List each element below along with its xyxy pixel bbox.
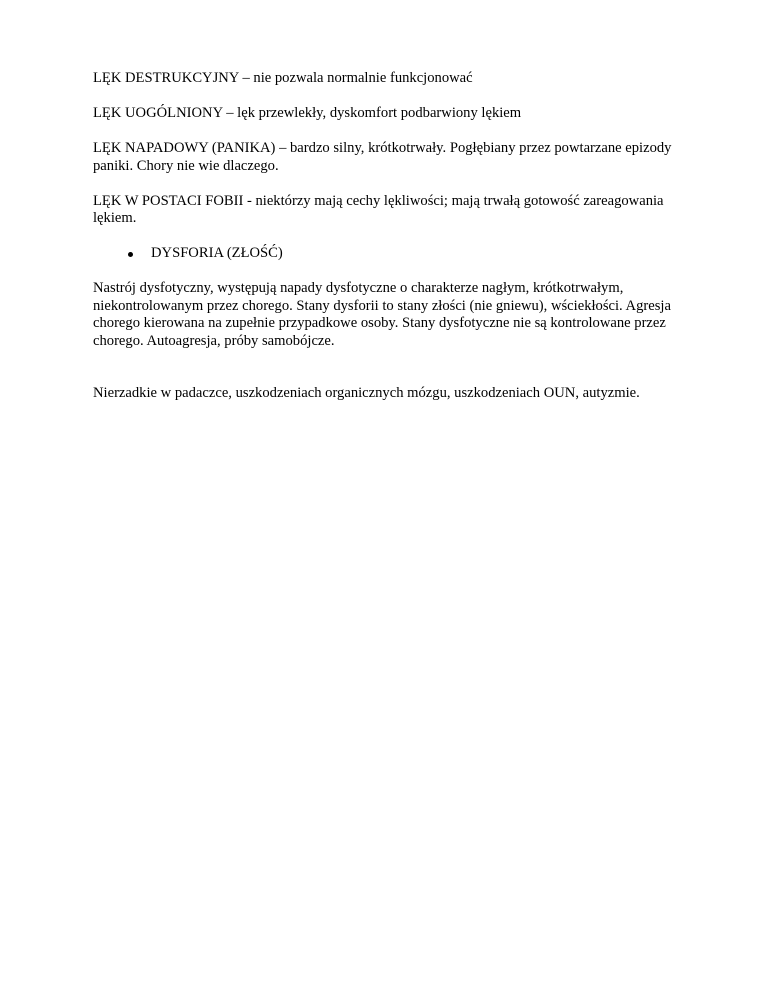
paragraph-panic-anxiety: LĘK NAPADOWY (PANIKA) – bardzo silny, krótkotrwały. Pogłębiany przez powtarzane epizody paniki. Chory nie wie dlaczego. <box>93 140 672 174</box>
empty-line <box>93 368 693 386</box>
paragraph-destructive-anxiety: LĘK DESTRUKCYJNY – nie pozwala normalnie funkcjonować <box>93 70 473 86</box>
bullet-list <box>93 245 693 263</box>
list-item <box>93 245 693 263</box>
bullet-icon <box>128 252 133 257</box>
paragraph-phobic-anxiety: LĘK W POSTACI FOBII - niektórzy mają cechy lękliwości; mają trwałą gotowość zareagowania lękiem. <box>93 192 664 226</box>
paragraph-generalized-anxiety: LĘK UOGÓLNIONY – lęk przewlekły, dyskomfort podbarwiony lękiem <box>93 105 522 121</box>
document-body <box>93 70 693 420</box>
paragraph-dysphoria-description: Nastrój dysfotyczny, występują napady dysfotyczne o charakterze nagłym, krótkotrwałym, niekontrolowanym przez chorego. Stany dysforii to stany złości (nie gniewu), wściekłości. Agresja chorego kierowana na zupełnie przypadkowe osoby. Stany dysfotyczne nie są kontrolowane przez chorego. Autoagresja, próby samobójcze. <box>93 280 671 349</box>
paragraph-occurrence: Nierzadkie w padaczce, uszkodzeniach organicznych mózgu, uszkodzeniach OUN, autyzmie. <box>93 385 640 401</box>
bullet-label: DYSFORIA (ZŁOŚĆ) <box>151 245 283 261</box>
